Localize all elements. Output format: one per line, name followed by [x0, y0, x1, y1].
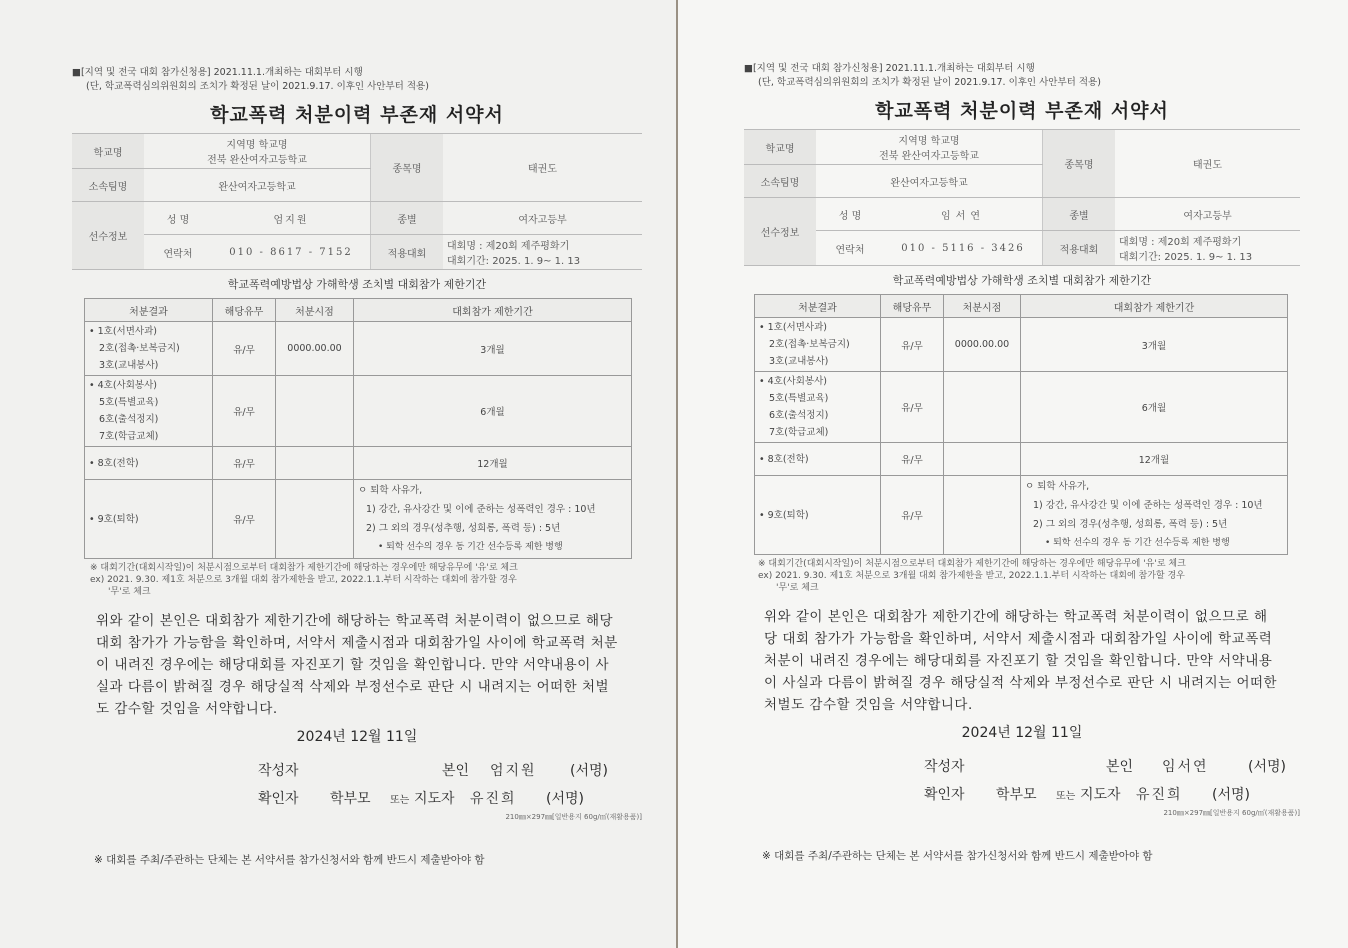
competition-info: [443, 235, 642, 270]
row4-period: [354, 480, 632, 559]
label-contact: 연락처: [144, 235, 212, 270]
label-name: 성 명: [816, 198, 884, 231]
row1-result: [85, 322, 213, 376]
col-period: 대회참가 제한기간: [354, 299, 632, 322]
row4-period: [1021, 476, 1288, 555]
notice-line-1: ■[지역 및 전국 대회 참가신청용] 2021.11.1.개최하는 대회부터 시행: [744, 63, 1035, 74]
row1-date: 0000.00.00: [944, 318, 1021, 372]
footnote: [744, 558, 1300, 594]
school-line-1: 지역명 학교명: [226, 140, 288, 151]
school-line-1: 지역명 학교명: [898, 136, 960, 147]
row3-applicable: 유/무: [881, 443, 944, 476]
notice: [744, 62, 1300, 90]
label-or: 또는: [1056, 790, 1076, 802]
row3-date: [944, 443, 1021, 476]
row3-period: 12개월: [1021, 443, 1288, 476]
label-writer: 작성자: [258, 763, 299, 779]
restriction-subtitle: 학교폭력예방법상 가해학생 조치별 대회참가 제한기간: [227, 278, 487, 291]
player-phone: 010 - 5116 - 3426: [884, 231, 1043, 266]
school-line-2: 전북 완산여자고등학교: [207, 155, 307, 166]
coach-signature: 유진희: [1136, 787, 1183, 803]
row1-period: 3개월: [354, 322, 632, 376]
col-applicable: 해당유무: [213, 299, 276, 322]
item-7: 7호(학급교체): [769, 427, 829, 438]
label-event: 종목명: [371, 134, 444, 202]
footnote-1: ※ 대회기간(대회시작일)이 처분시점으로부터 대회참가 제한기간에 해당하는 경우에만 해당유무에 '유'로 체크: [758, 559, 1186, 569]
player-phone: 010 - 8617 - 7152: [212, 235, 371, 270]
col-applicable: 해당유무: [881, 295, 944, 318]
event-value: 태권도: [443, 134, 642, 202]
paper-spec: 210㎜×297㎜[일반용지 60g/㎡(재활용품)]: [1163, 809, 1300, 817]
item-6: 6호(출석정지): [99, 414, 159, 425]
competition-name: 대회명 : 제20회 제주평화기: [447, 241, 570, 252]
pledge-text: 위와 같이 본인은 대회참가 제한기간에 해당하는 학교폭력 처분이력이 없으므로 해당 대회 참가가 가능함을 확인하며, 서약서 제출시점과 대회참가일 사이에 학교폭력 처분이 내려진 경우에는 해당대회를 자진포기 할 것임을 확인합니다. 만약 서약내용이 사실과 다름이 밝혀질 경우 해당실적 삭제와 부정선수로 판단 시 내려지는 어떠한 처벌도 감수할 것임을 서약합니다.: [764, 609, 1278, 713]
item-4: • 4호(사회봉사): [89, 380, 157, 391]
row4-date: [944, 476, 1021, 555]
school-name: [816, 130, 1043, 165]
restriction-subtitle: 학교폭력예방법상 가해학생 조치별 대회참가 제한기간: [892, 274, 1152, 287]
label-parent: 학부모: [996, 787, 1037, 803]
notice-line-1: ■[지역 및 전국 대회 참가신청용] 2021.11.1.개최하는 대회부터 시행: [72, 67, 363, 78]
label-parent: 학부모: [330, 791, 371, 807]
form-right: [744, 62, 1300, 863]
footnote-3: '무'로 체크: [776, 583, 819, 593]
label-self: 본인: [1106, 759, 1134, 775]
notice: [72, 66, 642, 94]
division-value: 여자고등부: [1115, 198, 1300, 231]
label-confirmer: 확인자: [924, 787, 965, 803]
label-school: 학교명: [72, 134, 144, 169]
note-1: ㅇ 퇴학 사유가,: [358, 485, 423, 496]
note-3: 2) 그 외의 경우(성추행, 성희롱, 폭력 등) : 5년: [1033, 519, 1228, 530]
player-name: 임서연: [884, 198, 1043, 231]
competition-period: 대회기간: 2025. 1. 9~ 1. 13: [1119, 252, 1253, 263]
row1-applicable: 유/무: [213, 322, 276, 376]
info-table: [72, 133, 642, 270]
bottom-note: ※ 대회를 주최/주관하는 단체는 본 서약서를 참가신청서와 함께 반드시 제출받아야 함: [94, 854, 485, 866]
row2-period: 6개월: [354, 376, 632, 447]
row3-result: • 8호(전학): [755, 443, 881, 476]
note-4: • 퇴학 선수의 경우 동 기간 선수등록 제한 병행: [378, 542, 563, 552]
event-value: 태권도: [1115, 130, 1300, 198]
col-period: 대회참가 제한기간: [1021, 295, 1288, 318]
col-date: 처분시점: [276, 299, 354, 322]
item-1: • 1호(서면사과): [89, 326, 157, 337]
school-line-2: 전북 완산여자고등학교: [879, 151, 979, 162]
row1-date: 0000.00.00: [276, 322, 354, 376]
row1-applicable: 유/무: [881, 318, 944, 372]
row2-date: [944, 372, 1021, 443]
note-4: • 퇴학 선수의 경우 동 기간 선수등록 제한 병행: [1045, 538, 1230, 548]
bottom-note: ※ 대회를 주최/주관하는 단체는 본 서약서를 참가신청서와 함께 반드시 제출받아야 함: [762, 850, 1153, 862]
self-signature: 임서연: [1162, 759, 1209, 775]
item-2: 2호(접촉·보복금지): [769, 339, 850, 350]
self-signature: 엄지원: [490, 763, 537, 779]
item-3: 3호(교내봉사): [99, 360, 159, 371]
footnote-2: ex) 2021. 9.30. 제1호 처분으로 3개월 대회 참가제한을 받고, 2022.1.1.부터 시작하는 대회에 참가할 경우: [758, 571, 1185, 581]
school-name: [144, 134, 371, 169]
label-self: 본인: [442, 763, 470, 779]
footnote-3: '무'로 체크: [108, 587, 151, 597]
competition-info: [1115, 231, 1300, 266]
team-value: 완산여자고등학교: [816, 165, 1043, 198]
footnote: [72, 562, 642, 598]
row2-period: 6개월: [1021, 372, 1288, 443]
label-coach: 지도자: [1080, 787, 1121, 803]
item-6: 6호(출석정지): [769, 410, 829, 421]
notice-line-2: (단, 학교폭력심의위원회의 조치가 확정된 날이 2021.9.17. 이후인 사안부터 적용): [86, 81, 429, 92]
division-value: 여자고등부: [443, 202, 642, 235]
label-confirmer: 확인자: [258, 791, 299, 807]
document-title: 학교폭력 처분이력 부존재 서약서: [875, 100, 1169, 122]
note-2: 1) 강간, 유사강간 및 이에 준하는 성폭력인 경우 : 10년: [366, 504, 596, 515]
row1-period: 3개월: [1021, 318, 1288, 372]
label-event: 종목명: [1043, 130, 1116, 198]
col-date: 처분시점: [944, 295, 1021, 318]
item-2: 2호(접촉·보복금지): [99, 343, 180, 354]
notice-line-2: (단, 학교폭력심의위원회의 조치가 확정된 날이 2021.9.17. 이후인 사안부터 적용): [758, 77, 1101, 88]
note-2: 1) 강간, 유사강간 및 이에 준하는 성폭력인 경우 : 10년: [1033, 500, 1263, 511]
col-result: 처분결과: [755, 295, 881, 318]
label-applied-competition: 적용대회: [371, 235, 444, 270]
row3-result: • 8호(전학): [85, 447, 213, 480]
footnote-1: ※ 대회기간(대회시작일)이 처분시점으로부터 대회참가 제한기간에 해당하는 경우에만 해당유무에 '유'로 체크: [90, 563, 518, 573]
label-contact: 연락처: [816, 231, 884, 266]
document-title: 학교폭력 처분이력 부존재 서약서: [210, 104, 504, 126]
label-division: 종별: [371, 202, 444, 235]
label-player-info: 선수정보: [72, 202, 144, 270]
restriction-table: [84, 298, 632, 559]
item-5: 5호(특별교육): [99, 397, 159, 408]
item-5: 5호(특별교육): [769, 393, 829, 404]
pledge-date: 2024년 12월 11일: [961, 725, 1083, 741]
pledge-date: 2024년 12월 11일: [296, 729, 418, 745]
signature-block: [744, 752, 1300, 808]
self-sign-mark: (서명): [570, 763, 608, 779]
info-table: [744, 129, 1300, 266]
row3-period: 12개월: [354, 447, 632, 480]
row4-date: [276, 480, 354, 559]
label-team: 소속팀명: [744, 165, 816, 198]
row4-applicable: 유/무: [881, 476, 944, 555]
competition-period: 대회기간: 2025. 1. 9~ 1. 13: [447, 256, 581, 267]
coach-sign-mark: (서명): [546, 791, 584, 807]
row3-date: [276, 447, 354, 480]
col-result: 처분결과: [85, 299, 213, 322]
self-sign-mark: (서명): [1248, 759, 1286, 775]
row1-result: [755, 318, 881, 372]
label-writer: 작성자: [924, 759, 965, 775]
paper-spec: 210㎜×297㎜[일반용지 60g/㎡(재활용품)]: [505, 813, 642, 821]
row2-applicable: 유/무: [213, 376, 276, 447]
row2-applicable: 유/무: [881, 372, 944, 443]
signature-block: [72, 756, 642, 812]
competition-name: 대회명 : 제20회 제주평화기: [1119, 237, 1242, 248]
restriction-table: [754, 294, 1288, 555]
item-7: 7호(학급교체): [99, 431, 159, 442]
note-3: 2) 그 외의 경우(성추행, 성희롱, 폭력 등) : 5년: [366, 523, 561, 534]
row2-result: [85, 376, 213, 447]
pledge-text: 위와 같이 본인은 대회참가 제한기간에 해당하는 학교폭력 처분이력이 없으므로 해당 대회 참가가 가능함을 확인하며, 서약서 제출시점과 대회참가일 사이에 학교폭력 처분이 내려진 경우에는 해당대회를 자진포기 할 것임을 확인합니다. 만약 서약내용이 사실과 다름이 밝혀질 경우 해당실적 삭제와 부정선수로 판단 시 내려지는 어떠한 처벌도 감수할 것임을 서약합니다.: [96, 613, 618, 717]
row2-date: [276, 376, 354, 447]
note-1: ㅇ 퇴학 사유가,: [1025, 481, 1090, 492]
coach-signature: 유진희: [470, 791, 517, 807]
row4-result: • 9호(퇴학): [755, 476, 881, 555]
label-division: 종별: [1043, 198, 1116, 231]
row3-applicable: 유/무: [213, 447, 276, 480]
label-or: 또는: [390, 794, 410, 806]
item-4: • 4호(사회봉사): [759, 376, 827, 387]
label-team: 소속팀명: [72, 169, 144, 202]
label-name: 성 명: [144, 202, 212, 235]
item-1: • 1호(서면사과): [759, 322, 827, 333]
row2-result: [755, 372, 881, 443]
player-name: 엄지원: [212, 202, 371, 235]
row4-result: • 9호(퇴학): [85, 480, 213, 559]
label-applied-competition: 적용대회: [1043, 231, 1116, 266]
footnote-2: ex) 2021. 9.30. 제1호 처분으로 3개월 대회 참가제한을 받고, 2022.1.1.부터 시작하는 대회에 참가할 경우: [90, 575, 517, 585]
label-player-info: 선수정보: [744, 198, 816, 266]
form-left: [72, 66, 642, 867]
label-school: 학교명: [744, 130, 816, 165]
item-3: 3호(교내봉사): [769, 356, 829, 367]
label-coach: 지도자: [414, 791, 455, 807]
team-value: 완산여자고등학교: [144, 169, 371, 202]
coach-sign-mark: (서명): [1212, 787, 1250, 803]
row4-applicable: 유/무: [213, 480, 276, 559]
